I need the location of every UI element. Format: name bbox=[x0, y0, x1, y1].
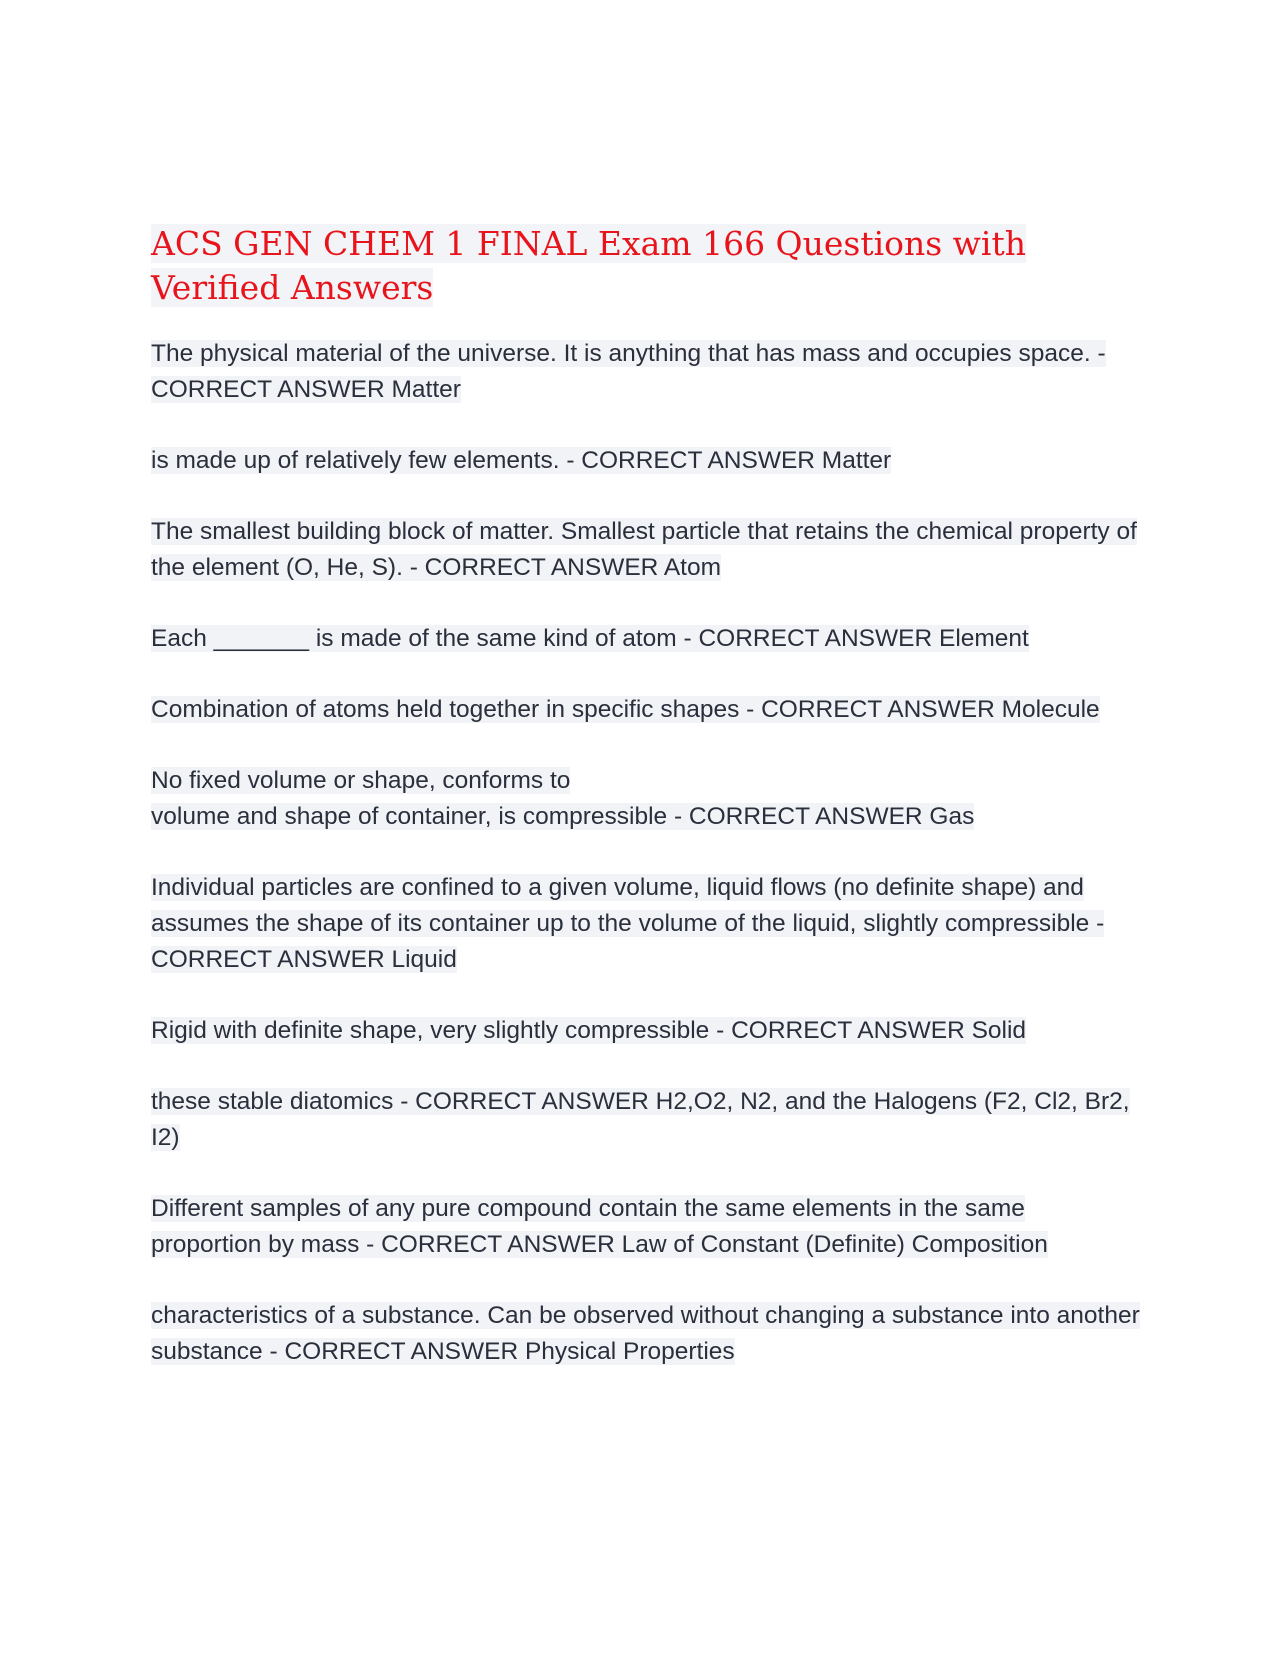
qa-entry bbox=[151, 1298, 1141, 1370]
qa-entry bbox=[151, 514, 1141, 586]
qa-text: The physical material of the universe. It is anything that has mass and occupies space. - CORRECT ANSWER Matter bbox=[151, 340, 1106, 403]
qa-text: these stable diatomics - CORRECT ANSWER H2,O2, N2, and the Halogens (F2, Cl2, Br2, I2) bbox=[151, 1088, 1130, 1151]
qa-entry bbox=[151, 1013, 1141, 1049]
qa-text: Combination of atoms held together in specific shapes - CORRECT ANSWER Molecule bbox=[151, 696, 1100, 723]
qa-text: Different samples of any pure compound contain the same elements in the same proportion by mass - CORRECT ANSWER Law of Constant (Definite) Composition bbox=[151, 1195, 1048, 1258]
qa-entry bbox=[151, 1084, 1141, 1156]
qa-text: is made up of relatively few elements. - CORRECT ANSWER Matter bbox=[151, 447, 892, 474]
qa-entry bbox=[151, 1191, 1141, 1263]
qa-text: No fixed volume or shape, conforms to bbox=[151, 767, 571, 794]
document-title: ACS GEN CHEM 1 FINAL Exam 166 Questions with Verified Answers bbox=[151, 224, 1026, 307]
qa-entry bbox=[151, 443, 1141, 479]
qa-entry bbox=[151, 621, 1141, 657]
qa-text: Rigid with definite shape, very slightly compressible - CORRECT ANSWER Solid bbox=[151, 1017, 1027, 1044]
qa-entry bbox=[151, 870, 1141, 978]
qa-text: The smallest building block of matter. Smallest particle that retains the chemical property of the element (O, He, S). - CORRECT ANSWER Atom bbox=[151, 518, 1137, 581]
qa-text: volume and shape of container, is compressible - CORRECT ANSWER Gas bbox=[151, 803, 975, 830]
qa-text: Each _______ is made of the same kind of atom - CORRECT ANSWER Element bbox=[151, 625, 1029, 652]
qa-entry bbox=[151, 692, 1141, 728]
qa-line bbox=[151, 763, 1141, 799]
qa-entry bbox=[151, 336, 1141, 408]
qa-line bbox=[151, 799, 1141, 835]
document-page bbox=[151, 222, 1141, 1405]
qa-text: Individual particles are confined to a given volume, liquid flows (no definite shape) and assumes the shape of its container up to the volume of the liquid, slightly compressible - CORRECT ANSWER Liquid bbox=[151, 874, 1105, 973]
qa-text: characteristics of a substance. Can be observed without changing a substance into another substance - CORRECT ANSWER Physical Properties bbox=[151, 1302, 1140, 1365]
qa-entry bbox=[151, 763, 1141, 835]
